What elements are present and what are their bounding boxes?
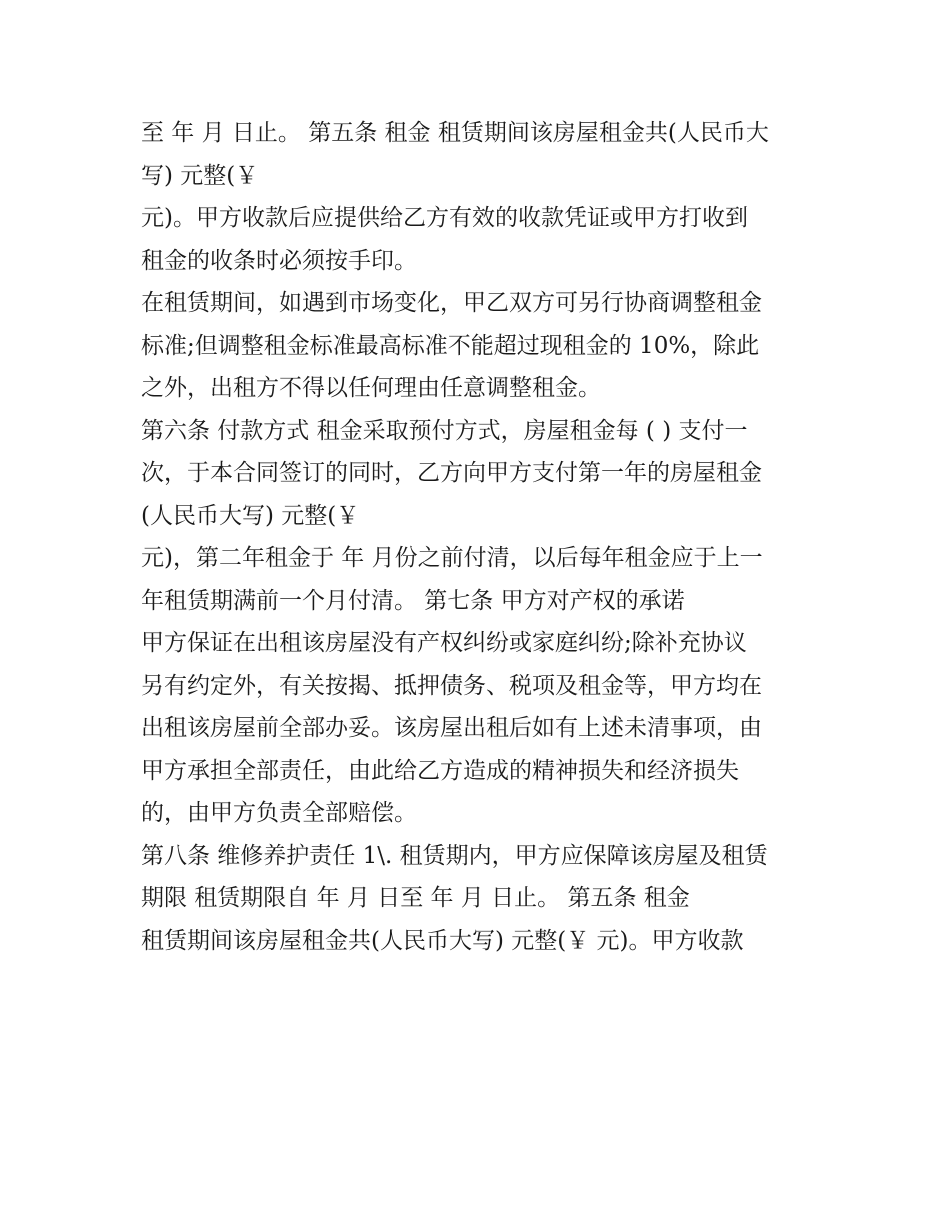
text-line: 写) 元整(￥ <box>141 162 259 189</box>
text-line: 出租该房屋前全部办妥。该房屋出租后如有上述未清事项，由 <box>141 715 762 741</box>
text-line: 租金的收条时必须按手印。 <box>141 247 417 274</box>
text-line: 年租赁期满前一个月付清。 第七条 甲方对产权的承诺 <box>141 587 685 614</box>
text-line: 至 年 月 日止。 第五条 租金 租赁期间该房屋租金共(人民币大 <box>141 120 769 146</box>
text-line: 之外，出租方不得以任何理由任意调整租金。 <box>141 375 601 401</box>
text-line: 的，由甲方负责全部赔偿。 <box>141 800 417 826</box>
text-line: 第八条 维修养护责任 1\. 租赁期内，甲方应保障该房屋及租赁 <box>141 842 768 869</box>
text-line: 次，于本合同签订的同时，乙方向甲方支付第一年的房屋租金 <box>141 460 762 486</box>
text-line: 第六条 付款方式 租金采取预付方式，房屋租金每 ( ) 支付一 <box>141 417 748 444</box>
text-line: (人民币大写) 元整(￥ <box>141 502 360 529</box>
text-line: 期限 租赁期限自 年 月 日至 年 月 日止。 第五条 租金 <box>141 885 690 911</box>
text-line: 标准;但调整租金标准最高标准不能超过现租金的 10%，除此 <box>141 332 760 359</box>
contract-text <box>141 112 821 962</box>
text-line: 另有约定外，有关按揭、抵押债务、税项及租金等，甲方均在 <box>141 672 762 699</box>
text-line: 元)，第二年租金于 年 月份之前付清，以后每年租金应于上一 <box>141 545 763 571</box>
text-line: 甲方保证在出租该房屋没有产权纠纷或家庭纠纷;除补充协议 <box>141 630 747 656</box>
text-line: 元)。甲方收款后应提供给乙方有效的收款凭证或甲方打收到 <box>141 205 748 231</box>
text-line: 在租赁期间，如遇到市场变化，甲乙双方可另行协商调整租金 <box>141 290 762 316</box>
text-line: 租赁期间该房屋租金共(人民币大写) 元整(￥ 元)。甲方收款 <box>141 927 744 954</box>
text-line: 甲方承担全部责任，由此给乙方造成的精神损失和经济损失 <box>141 757 739 784</box>
